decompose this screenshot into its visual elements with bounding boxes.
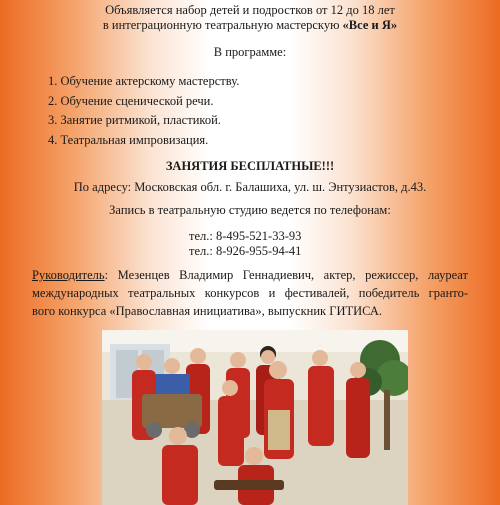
announcement-line-2 xyxy=(0,17,500,33)
free-notice: ЗАНЯТИЯ БЕСПЛАТНЫЕ!!! xyxy=(165,159,335,173)
leader-line-1-rest: : Мезенцев Владимир Геннадиевич, актер, режиссер, лауреат xyxy=(104,268,468,282)
group-photo xyxy=(102,330,408,505)
leader-bio xyxy=(32,266,468,320)
announcement-prefix: в интеграционную театральную мастерскую xyxy=(102,18,343,32)
enroll-text: Запись в театральную студию ведется по телефонам: xyxy=(109,203,391,217)
program-item: 1. Обучение актерскому мастерству. xyxy=(48,74,240,88)
workshop-name: «Все и Я» xyxy=(342,18,398,32)
leader-line-2: международных театральных конкурсов и фестивалей, победитель гранто- xyxy=(32,286,468,300)
phone-2: тел.: 8-926-955-94-41 xyxy=(189,244,302,258)
program-list xyxy=(48,72,239,150)
announcement-line-1: Объявляется набор детей и подростков от 12 до 18 лет xyxy=(105,3,395,17)
group-photo-illustration xyxy=(102,330,408,505)
program-title: В программе: xyxy=(213,45,287,59)
program-item: 3. Занятие ритмикой, пластикой. xyxy=(48,113,221,127)
phone-1: тел.: 8-495-521-33-93 xyxy=(189,229,302,243)
leader-label: Руководитель xyxy=(32,268,105,282)
leader-line-3: вого конкурса «Православная инициатива», выпускник ГИТИСА. xyxy=(32,304,383,318)
program-item: 4. Театральная импровизация. xyxy=(48,132,209,147)
program-item: 2. Обучение сценической речи. xyxy=(48,93,214,108)
address: По адресу: Московская обл. г. Балашиха, ул. ш. Энтузиастов, д.43. xyxy=(73,180,427,194)
leader-line-1 xyxy=(32,266,468,284)
